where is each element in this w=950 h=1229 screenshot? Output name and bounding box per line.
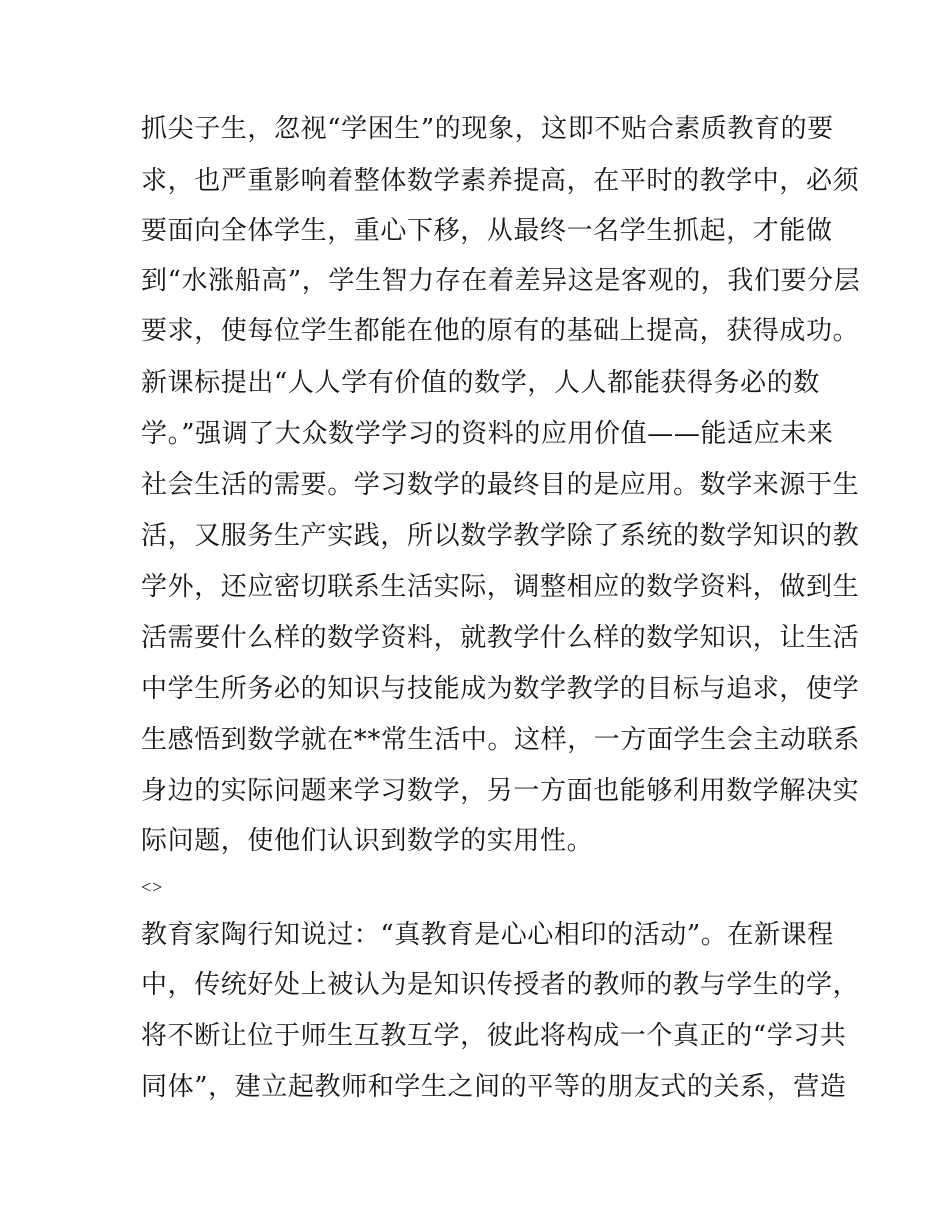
text-line: 活，又服务生产实践，所以数学教学除了系统的数学知识的教 — [141, 521, 860, 551]
text-line: 中学生所务必的知识与技能成为数学教学的目标与追求，使学 — [141, 674, 860, 704]
text-line: 要面向全体学生，重心下移，从最终一名学生抓起，才能做 — [141, 216, 833, 246]
text-line: 生感悟到数学就在**常生活中。这样，一方面学生会主动联系 — [141, 725, 860, 755]
section-marker: <> — [141, 877, 164, 897]
text-line: 新课标提出“人人学有价值的数学，人人都能获得务必的数 — [141, 368, 820, 398]
text-line: 学外，还应密切联系生活实际，调整相应的数学资料，做到生 — [141, 572, 860, 602]
text-line: 同体”，建立起教师和学生之间的平等的朋友式的关系，营造 — [141, 1072, 847, 1102]
text-line: 求，也严重影响着整体数学素养提高，在平时的教学中，必须 — [141, 166, 860, 196]
text-line: 社会生活的需要。学习数学的最终目的是应用。数学来源于生 — [141, 470, 860, 500]
text-line: 到“水涨船高”，学生智力存在着差异这是客观的，我们要分层 — [141, 266, 861, 296]
text-line: 身边的实际问题来学习数学，另一方面也能够利用数学解决实 — [141, 776, 860, 806]
text-line: 要求，使每位学生都能在他的原有的基础上提高，获得成功。 — [141, 316, 860, 346]
text-line: 学。”强调了大众数学学习的资料的应用价值——能适应未来 — [141, 419, 834, 449]
text-line: 中，传统好处上被认为是知识传授者的教师的教与学生的学， — [141, 970, 860, 1000]
text-line: 活需要什么样的数学资料，就教学什么样的数学知识，让生活 — [141, 623, 860, 653]
text-line: 抓尖子生，忽视“学困生”的现象，这即不贴合素质教育的要 — [141, 114, 834, 144]
text-line: 将不断让位于师生互教互学，彼此将构成一个真正的“学习共 — [141, 1021, 847, 1051]
text-line: 教育家陶行知说过：“真教育是心心相印的活动”。在新课程 — [141, 920, 834, 950]
text-line: 际问题，使他们认识到数学的实用性。 — [141, 826, 594, 856]
